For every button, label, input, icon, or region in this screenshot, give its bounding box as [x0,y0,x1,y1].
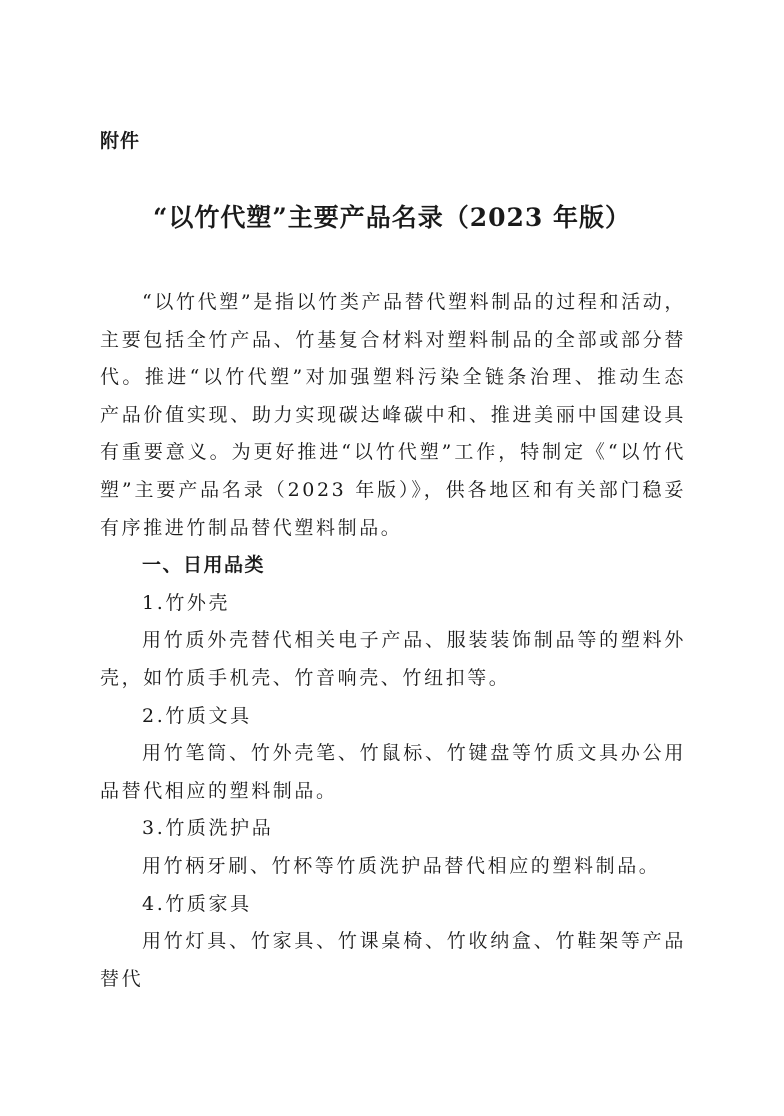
item-title: 1.竹外壳 [142,591,231,614]
document-body [100,284,686,998]
item-text: 用竹灯具、竹家具、竹课桌椅、竹收纳盒、竹鞋架等产品替代 [100,930,686,990]
item-title: 4.竹质家具 [142,892,252,915]
item-text: 用竹柄牙刷、竹杯等竹质洗护品替代相应的塑料制品。 [142,854,661,877]
document-title: “以竹代塑”主要产品名录（2023 年版） [152,203,632,232]
attachment-label: 附件 [100,130,141,152]
item-text: 用竹笔筒、竹外壳笔、竹鼠标、竹键盘等竹质文具办公用品替代相应的塑料制品。 [100,742,686,802]
item-text: 用竹质外壳替代相关电子产品、服装装饰制品等的塑料外壳，如竹质手机壳、竹音响壳、竹纽扣等。 [100,629,686,689]
section-heading: 一、日用品类 [142,554,266,577]
item-title: 3.竹质洗护品 [142,817,274,840]
intro-paragraph: “以竹代塑”是指以竹类产品替代塑料制品的过程和活动，主要包括全竹产品、竹基复合材料对塑料制品的全部或部分替代。推进“以竹代塑”对加强塑料污染全链条治理、推动生态产品价值实现、助力实现碳达峰碳中和、推进美丽中国建设具有重要意义。为更好推进“以竹代塑”工作，特制定《“以竹代塑”主要产品名录（2023 年版）》，供各地区和有关部门稳妥有序推进竹制品替代塑料制品。 [100,291,686,539]
item-title: 2.竹质文具 [142,704,252,727]
